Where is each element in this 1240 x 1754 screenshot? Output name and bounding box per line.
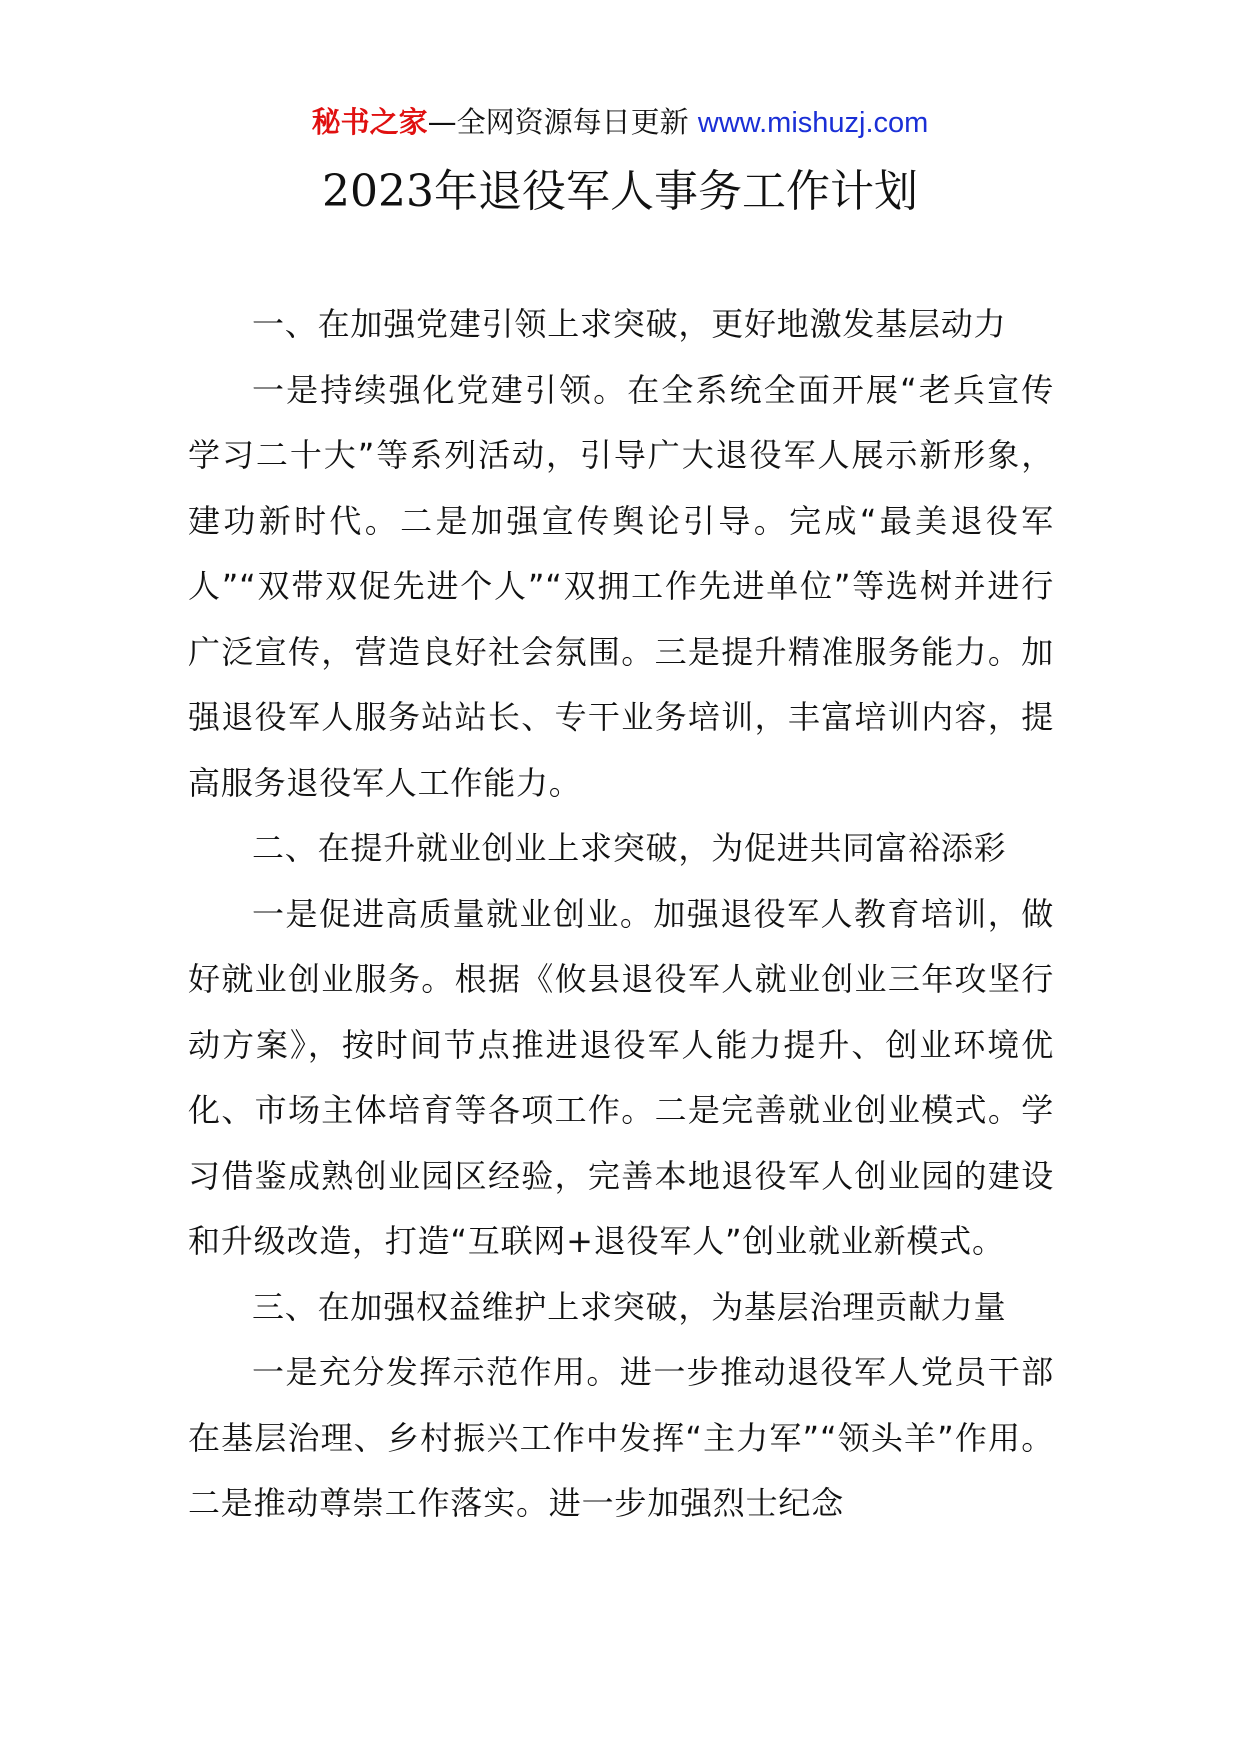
section-paragraph-3: 一是充分发挥示范作用。进一步推动退役军人党员干部在基层治理、乡村振兴工作中发挥“主力军”“领头羊”作用。二是推动尊崇工作落实。进一步加强烈士纪念 [188,1353,1054,1522]
banner-slogan: —全网资源每日更新 [427,105,698,139]
section-paragraph-1: 一是持续强化党建引领。在全系统全面开展“老兵宣传学习二十大”等系列活动，引导广大退役军人展示新形象，建功新时代。二是加强宣传舆论引导。完成“最美退役军人”“双带双促先进个人”“双拥工作先进单位”等选树并进行广泛宣传，营造良好社会氛围。三是提升精准服务能力。加强退役军人服务站站长、专干业务培训，丰富培训内容，提高服务退役军人工作能力。 [188,370,1054,802]
document-body [188,292,1054,1537]
brand-name: 秘书之家 [311,105,428,139]
section-heading-2: 二、在提升就业创业上求突破，为促进共同富裕添彩 [252,829,1007,867]
section-heading-1: 一、在加强党建引领上求突破，更好地激发基层动力 [252,305,1007,343]
document-title: 2023年退役军人事务工作计划 [322,166,918,217]
section-heading-3: 三、在加强权益维护上求突破，为基层治理贡献力量 [252,1287,1007,1326]
site-url-link[interactable]: www.mishuzj.com [697,107,929,139]
section-paragraph-2: 一是促进高质量就业创业。加强退役军人教育培训，做好就业创业服务。根据《攸县退役军人就业创业三年攻坚行动方案》，按时间节点推进退役军人能力提升、创业环境优化、市场主体培育等各项工作。二是完善就业创业模式。学习借鉴成熟创业园区经验，完善本地退役军人创业园的建设和升级改造，打造“互联网+退役军人”创业就业新模式。 [188,894,1054,1260]
site-banner [0,102,1240,143]
